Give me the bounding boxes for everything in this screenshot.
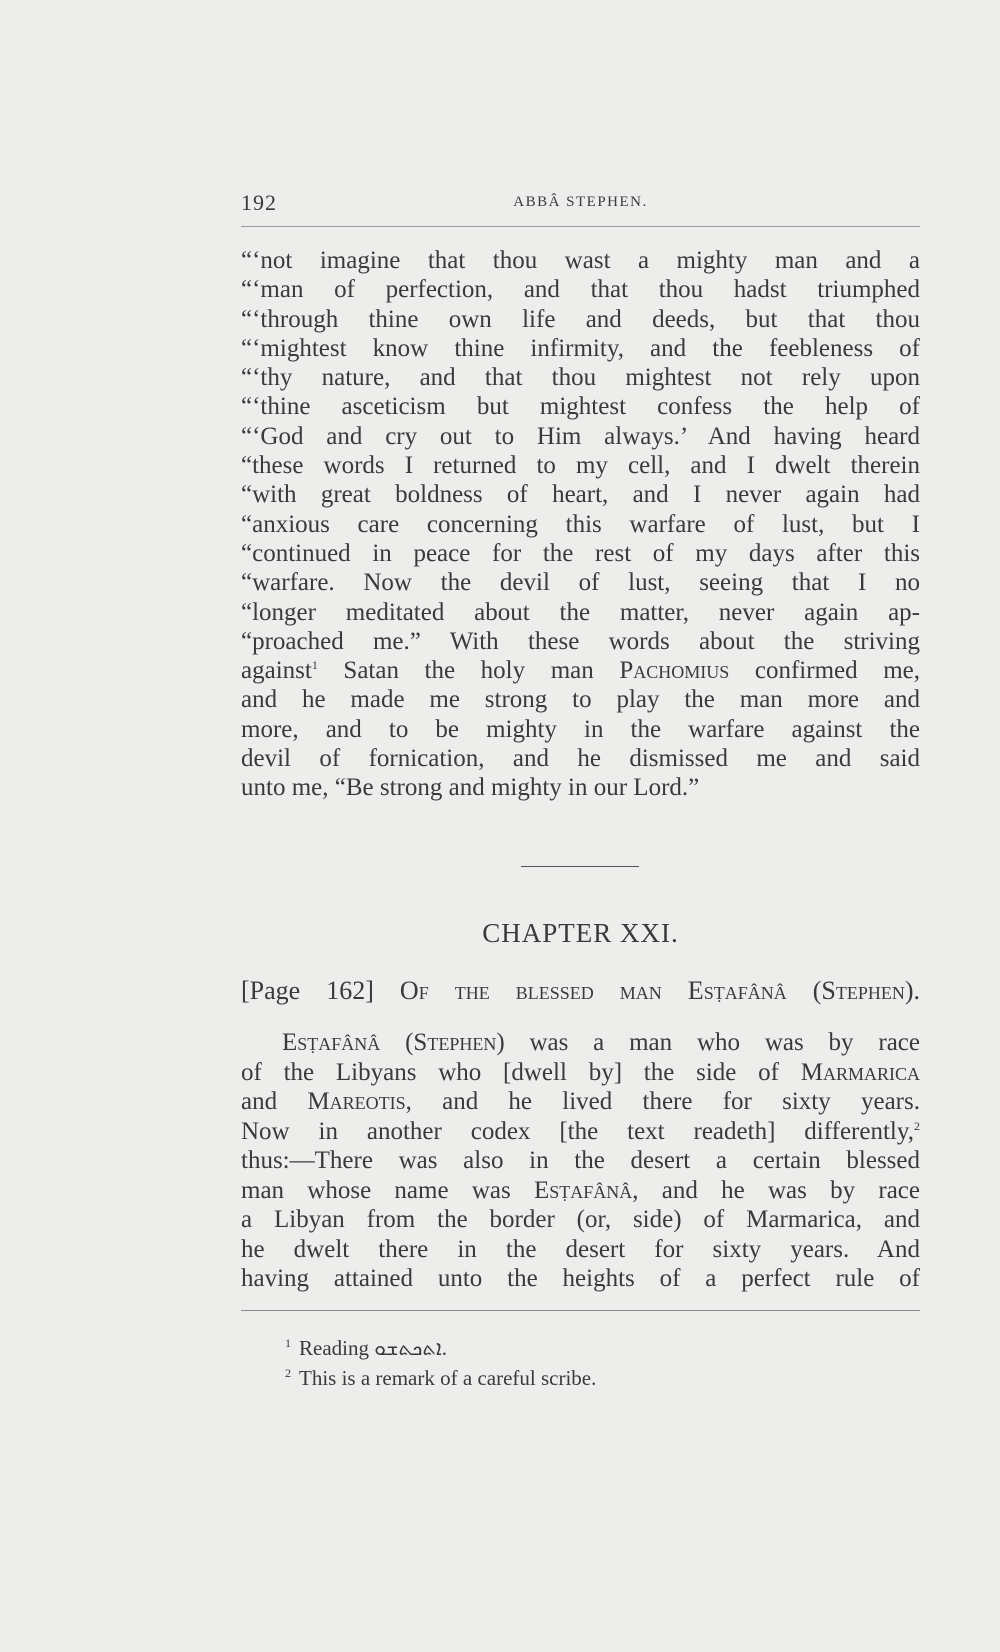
text-line: more, and to be mighty in the warfare against the: [241, 715, 920, 743]
person-name: Esṭafânâ: [533, 1176, 633, 1204]
text-line: “‘man of perfection, and that thou hadst triumphed: [241, 276, 920, 304]
running-title: ABBÂ STEPHEN.: [513, 194, 648, 210]
text-fragment: , and he was by race: [632, 1176, 920, 1204]
footnote-divider: [241, 1310, 920, 1311]
text-fragment: of the Libyans who [dwell by] the side of: [241, 1058, 801, 1086]
text-fragment: was a man who was by race: [504, 1029, 920, 1056]
text-fragment: Now in another codex [the text readeth] differently,: [241, 1117, 914, 1145]
chapter-subtitle: Of the blessed man Esṭafânâ (Stephen).: [399, 976, 921, 1005]
text-fragment: against: [241, 657, 312, 685]
section-divider: [521, 866, 639, 867]
text-line: a Libyan from the border (or, side) of Marmarica, and: [241, 1206, 920, 1233]
footnote-ref[interactable]: 2: [914, 1118, 920, 1133]
text-line: “‘mightest know thine infirmity, and the feebleness of: [241, 334, 920, 362]
footnotes: [285, 1328, 596, 1388]
chapter-body: [241, 1028, 920, 1294]
text-line: [241, 1058, 920, 1088]
text-fragment: , and he lived there for sixty years.: [405, 1088, 920, 1115]
syriac-word: ܐܬܟܬܫܘ.: [374, 1336, 448, 1360]
page-number: 192: [241, 190, 277, 215]
text-line: “‘thine asceticism but mightest confess the help of: [241, 393, 920, 421]
text-fragment: man whose name was: [241, 1176, 534, 1204]
text-line: “‘God and cry out to Him always.’ And having heard: [241, 422, 920, 450]
text-line: “warfare. Now the devil of lust, seeing that I no: [241, 569, 920, 597]
text-line: “proached me.” With these words about the striving: [241, 627, 920, 655]
footnote-number: 2: [285, 1366, 291, 1380]
footnote: [285, 1328, 596, 1358]
text-line: [241, 1087, 920, 1117]
footnote-text: This is a remark of a careful scribe.: [299, 1366, 597, 1390]
text-line: “longer meditated about the matter, never again ap-: [241, 598, 920, 626]
text-line: [241, 1028, 920, 1058]
text-line: “‘thy nature, and that thou mightest not rely upon: [241, 364, 920, 392]
text-line: having attained unto the heights of a perfect rule of: [241, 1265, 920, 1292]
place-name: Marmarica: [800, 1058, 920, 1086]
chapter-heading: [241, 976, 920, 1006]
text-fragment: Satan the holy man: [317, 657, 620, 685]
text-line: he dwelt there in the desert for sixty years. And: [241, 1235, 920, 1263]
footnote-text: Reading: [299, 1336, 375, 1360]
footnote-ref[interactable]: 1: [311, 658, 318, 673]
footnote: [285, 1358, 596, 1388]
person-name: Esṭafânâ (Stephen): [282, 1029, 505, 1056]
chapter-title: CHAPTER XXI.: [482, 918, 679, 948]
text-fragment: and: [241, 1088, 308, 1115]
text-line: and he made me strong to play the man more and: [241, 686, 920, 714]
text-line: “with great boldness of heart, and I never again had: [241, 481, 920, 509]
person-name: Pachomius: [619, 657, 730, 685]
text-line: [241, 1176, 920, 1206]
body-text: [241, 246, 920, 803]
text-line: unto me, “Be strong and mighty in our Lord.”: [241, 774, 700, 802]
footnote-number: 1: [285, 1336, 291, 1350]
text-fragment: confirmed me,: [729, 657, 920, 685]
page-reference: [Page 162]: [241, 976, 374, 1005]
text-line: thus:—There was also in the desert a certain blessed: [241, 1147, 920, 1174]
text-line: devil of fornication, and he dismissed me and said: [241, 745, 920, 773]
text-line: “‘through thine own life and deeds, but that thou: [241, 305, 920, 333]
text-line: “‘not imagine that thou wast a mighty man and a: [241, 247, 920, 274]
text-line: “anxious care concerning this warfare of lust, but I: [241, 510, 920, 538]
text-line: [241, 656, 920, 685]
page-header: [241, 190, 920, 227]
place-name: Mareotis: [307, 1088, 406, 1115]
text-line: “continued in peace for the rest of my days after this: [241, 539, 920, 567]
text-line: [241, 1117, 920, 1147]
text-line: “these words I returned to my cell, and I dwelt therein: [241, 452, 920, 480]
